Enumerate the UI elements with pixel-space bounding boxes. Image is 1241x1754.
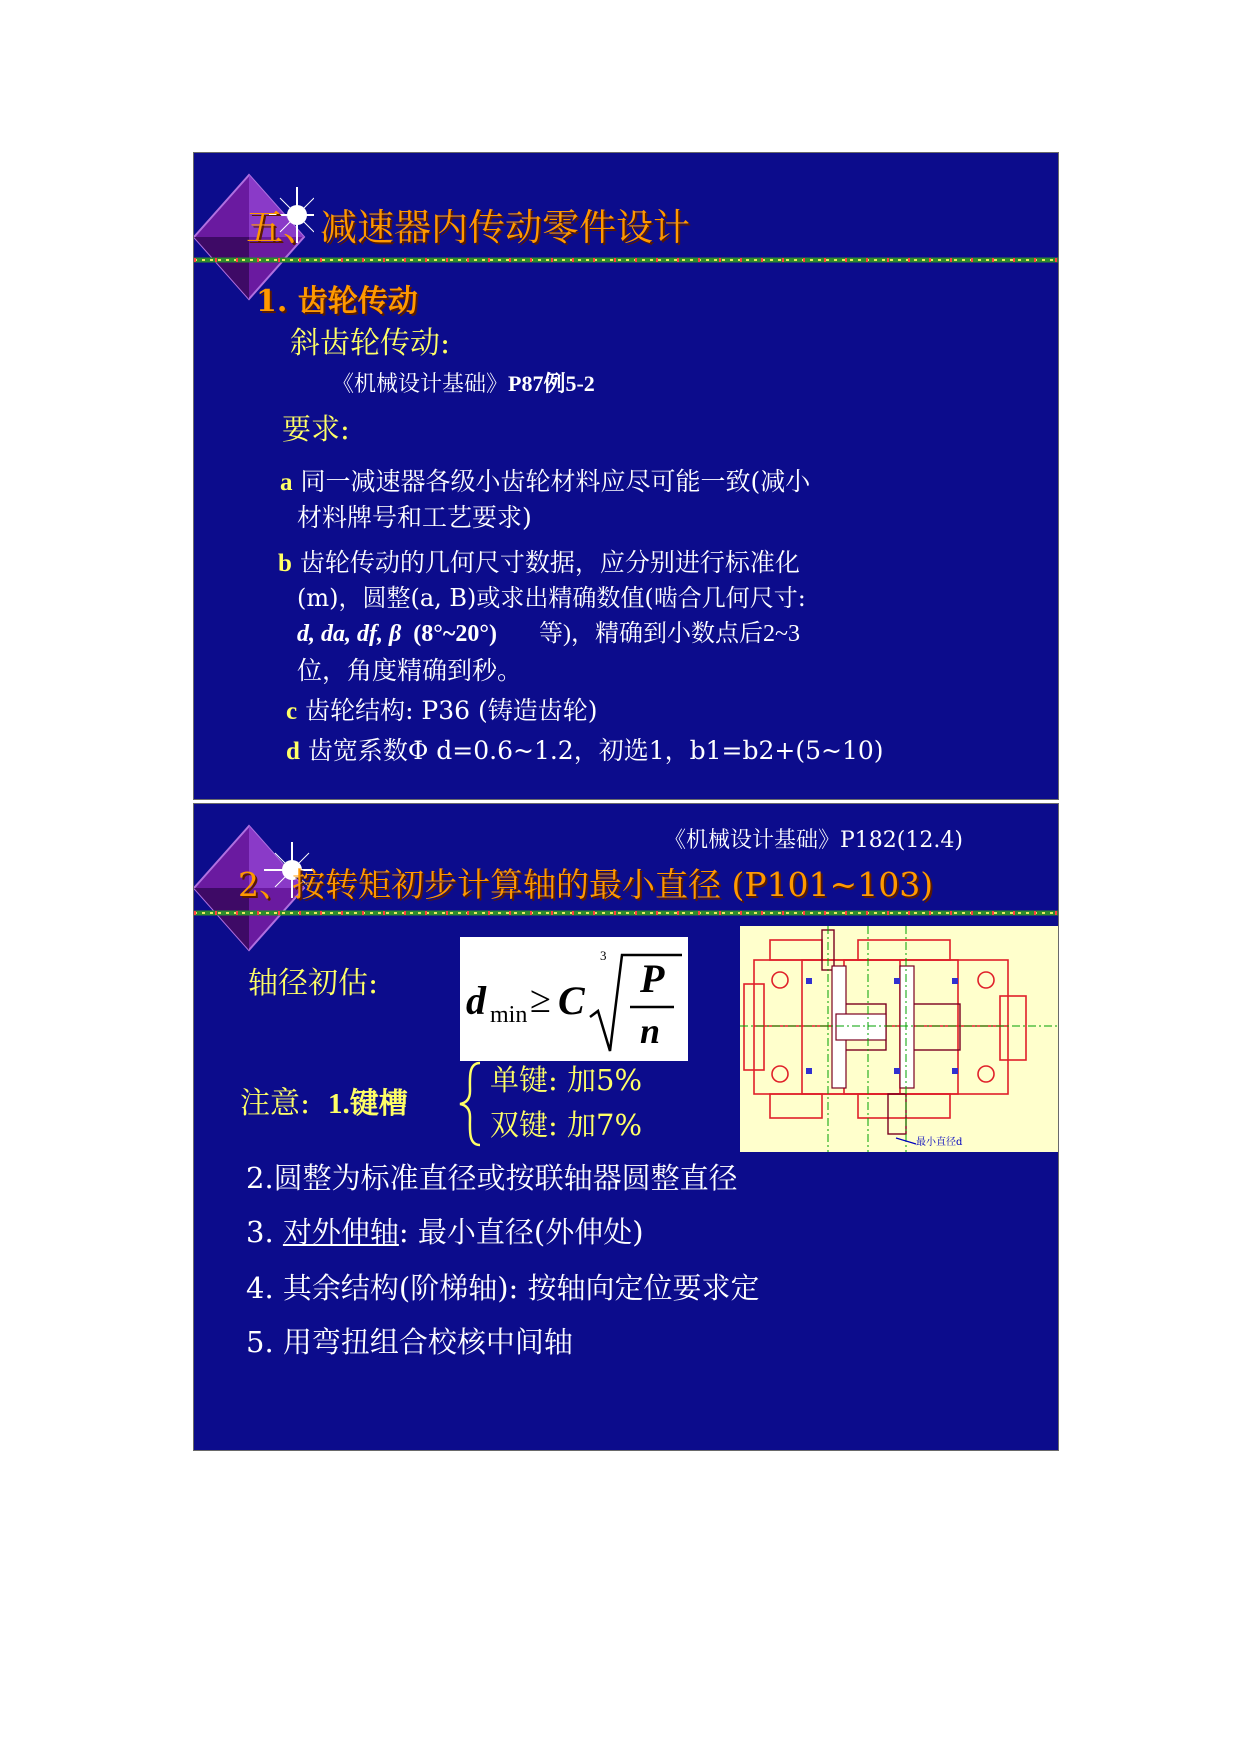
item-a-line1: a 同一减速器各级小齿轮材料应尽可能一致(减小: [280, 467, 811, 496]
item-2: 2.圆整为标准直径或按联轴器圆整直径: [246, 1161, 738, 1195]
radical-sign: [588, 948, 684, 1057]
section-heading: 1. 齿轮传动: [256, 284, 418, 319]
helix-angle-range: (8°~20°): [413, 621, 497, 647]
item-c-letter: c: [286, 698, 298, 725]
gearbox-drawing: [740, 926, 1058, 1152]
item-5: 5. 用弯扭组合校核中间轴: [246, 1325, 573, 1359]
formula-coefficient: C: [558, 978, 585, 1023]
formula-root-index: 3: [600, 948, 607, 963]
item-b-letter: b: [278, 550, 292, 577]
slide-shaft-diameter: [193, 803, 1059, 1451]
subsection-heading: 斜齿轮传动:: [290, 326, 451, 361]
bead-garland-divider: [194, 254, 1058, 266]
item-b-line2: (m)，圆整(a, B)或求出精确数值(啮合几何尺寸:: [297, 584, 806, 612]
item-b-line3: [297, 622, 800, 646]
item-4: 4. 其余结构(阶梯轴): 按轴向定位要求定: [246, 1271, 760, 1305]
slide-gear-design: [193, 152, 1059, 800]
slide2-title: 2、按转矩初步计算轴的最小直径 (P101~103): [238, 865, 934, 904]
reference-page: P87例5-2: [508, 371, 595, 396]
curly-brace: [456, 1059, 486, 1149]
formula-box: [460, 937, 688, 1061]
reference-book: 《机械设计基础》: [332, 372, 509, 397]
keyway-label: 1.键槽: [328, 1088, 408, 1120]
item-b-line1: b 齿轮传动的几何尺寸数据，应分别进行标准化: [278, 548, 800, 577]
double-key-note: 双键: 加7%: [490, 1108, 642, 1142]
gearbox-sketch: [740, 926, 1058, 1152]
drawing-caption: 最小直径d: [916, 1137, 963, 1148]
estimate-label: 轴径初估:: [248, 966, 379, 1001]
item-a-letter: a: [280, 469, 293, 496]
formula-denominator: n: [640, 1011, 661, 1051]
formula-lhs: d: [466, 978, 486, 1023]
item-3-underlined: 对外伸轴: [282, 1215, 399, 1249]
formula-sub: min: [490, 1002, 528, 1028]
bead-garland-divider: [194, 907, 1058, 919]
requirements-label: 要求:: [282, 412, 350, 446]
item-3: 3. 对外伸轴: 最小直径(外伸处): [246, 1215, 644, 1249]
item-a-line2: 材料牌号和工艺要求): [297, 503, 532, 532]
note-label: 注意:: [240, 1086, 311, 1121]
item-3-number: 3.: [246, 1215, 274, 1249]
geometry-symbols: d, da, df, β: [297, 621, 402, 647]
item-d-letter: d: [286, 738, 300, 765]
precision-note: 等)，精确到小数点后2~3: [538, 621, 800, 647]
slide2-reference: 《机械设计基础》P182(12.4): [664, 828, 963, 853]
reference-line: [332, 373, 595, 396]
slide-title: 五、减速器内传动零件设计: [246, 206, 690, 249]
formula-numerator: P: [640, 956, 665, 1001]
item-c: c 齿轮结构: P36 (铸造齿轮): [286, 696, 598, 725]
item-d: d 齿宽系数Φ d=0.6~1.2，初选1，b1=b2+(5~10): [286, 736, 884, 765]
item-b-line4: 位，角度精确到秒。: [297, 656, 523, 685]
single-key-note: 单键: 加5%: [490, 1063, 642, 1097]
formula-relation: ≥: [530, 979, 551, 1021]
